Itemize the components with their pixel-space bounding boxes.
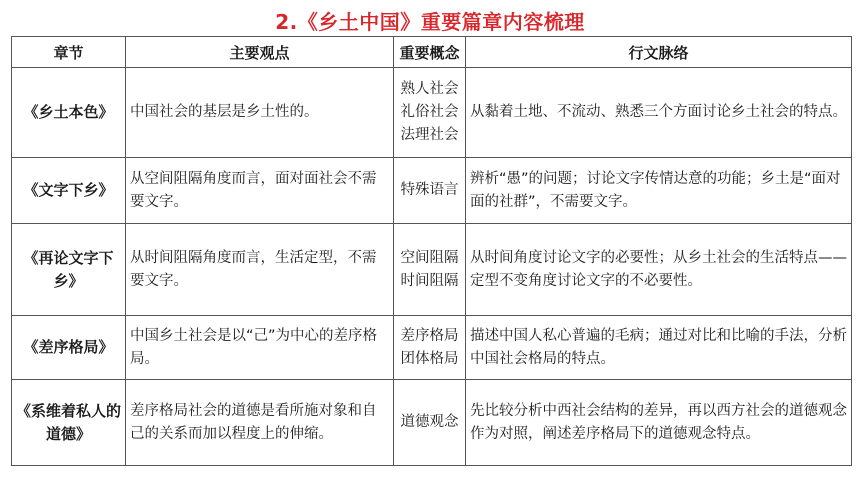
table-row (12, 68, 852, 158)
concept-item: 时间阻隔 (400, 272, 459, 289)
viewpoint-cell: 中国乡土社会是以“己”为中心的差序格局。 (126, 316, 394, 380)
header-viewpoint: 主要观点 (126, 37, 394, 68)
viewpoint-cell: 中国社会的基层是乡土性的。 (126, 68, 394, 158)
table-row (12, 224, 852, 316)
header-concepts: 重要概念 (394, 37, 466, 68)
chapter-cell: 《差序格局》 (12, 316, 126, 380)
concept-item: 空间阻隔 (400, 249, 459, 266)
header-context: 行文脉络 (466, 37, 852, 68)
page-title: 2.《乡土中国》重要篇章内容梳理 (275, 10, 585, 34)
viewpoint-cell: 从空间阻隔角度而言，面对面社会不需要文字。 (126, 158, 394, 224)
concept-cell (394, 224, 466, 316)
context-cell: 从黏着土地、不流动、熟悉三个方面讨论乡土社会的特点。 (466, 68, 852, 158)
concept-item: 差序格局 (400, 327, 459, 344)
concept-cell (394, 380, 466, 466)
concept-cell (394, 316, 466, 380)
content-table (11, 36, 852, 466)
concept-item: 礼俗社会 (400, 104, 459, 120)
concept-cell (394, 68, 466, 158)
table-header-row (12, 37, 852, 68)
context-cell: 辨析“愚”的问题；讨论文字传情达意的功能；乡土是“面对面的社群”，不需要文字。 (466, 158, 852, 224)
concept-cell (394, 158, 466, 224)
table-row (12, 158, 852, 224)
concept-item: 法理社会 (400, 127, 459, 143)
chapter-cell: 《再论文字下乡》 (12, 224, 126, 316)
header-chapter: 章节 (12, 37, 126, 68)
chapter-cell: 《文字下乡》 (12, 158, 126, 224)
chapter-cell: 《乡土本色》 (12, 68, 126, 158)
viewpoint-cell: 差序格局社会的道德是看所施对象和自己的关系而加以程度上的伸缩。 (126, 380, 394, 466)
context-cell: 先比较分析中西社会结构的差异，再以西方社会的道德观念作为对照，阐述差序格局下的道德观念特点。 (466, 380, 852, 466)
table-row (12, 316, 852, 380)
viewpoint-cell: 从时间阻隔角度而言，生活定型，不需要文字。 (126, 224, 394, 316)
table-row (12, 380, 852, 466)
concept-item: 团体格局 (400, 350, 459, 367)
concept-item: 特殊语言 (400, 182, 459, 198)
concept-item: 道德观念 (400, 414, 459, 430)
context-cell: 从时间角度讨论文字的必要性；从乡土社会的生活特点——定型不变角度讨论文字的不必要性。 (466, 224, 852, 316)
context-cell: 描述中国人私心普遍的毛病；通过对比和比喻的手法，分析中国社会格局的特点。 (466, 316, 852, 380)
chapter-cell: 《系维着私人的道德》 (12, 380, 126, 466)
concept-item: 熟人社会 (400, 81, 459, 97)
